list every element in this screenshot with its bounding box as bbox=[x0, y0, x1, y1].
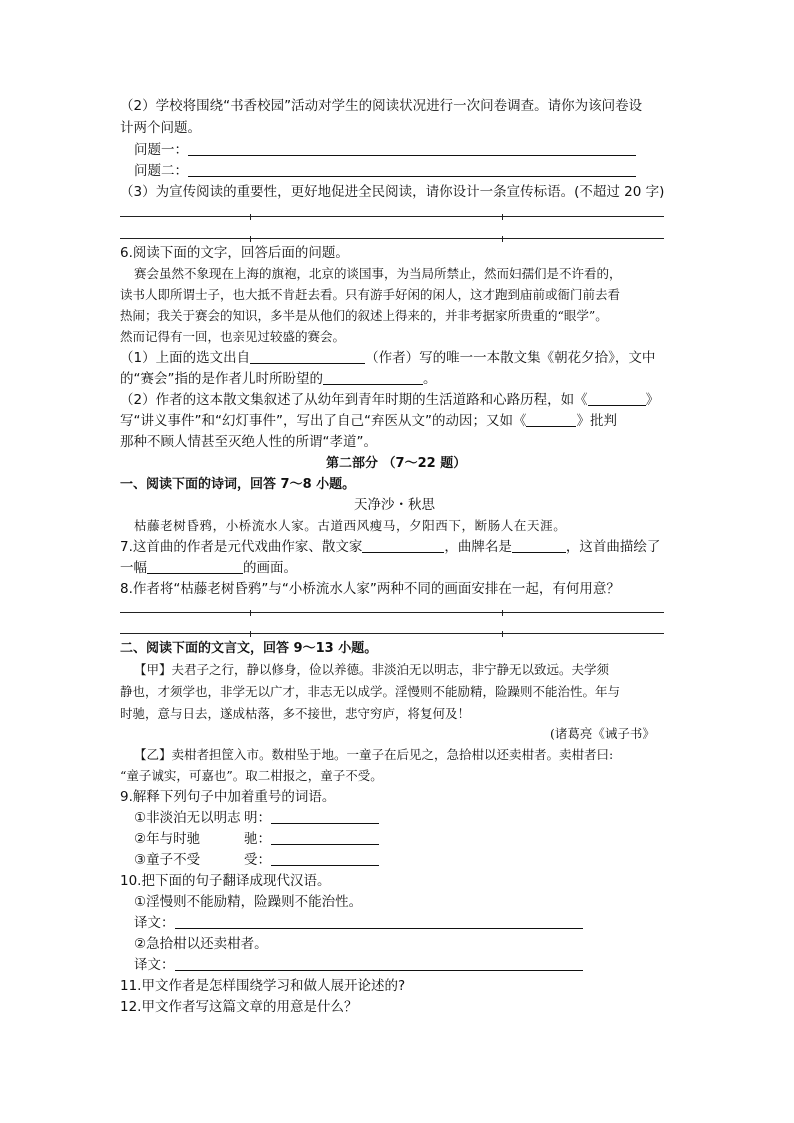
q10: 10.把下面的句子翻译成现代汉语。 bbox=[120, 873, 331, 889]
q5-sub3: （3）为宣传阅读的重要性，更好地促进全民阅读，请你设计一条宣传标语。(不超过 20 字) bbox=[120, 184, 665, 200]
q9-word-row: 明： bbox=[244, 809, 379, 827]
answer-line[interactable] bbox=[120, 612, 664, 613]
question2-row bbox=[134, 162, 636, 180]
q5-sub2-line2: 计两个问题。 bbox=[120, 120, 201, 136]
question1-label: 问题一： bbox=[134, 142, 188, 158]
q9-item: ①非淡泊无以明志 bbox=[134, 810, 241, 826]
q6-passage-line: 热闹；我关于赛会的知识，多半是从他们的叙述上得来的，并非考据家所贵重的“眼学”。 bbox=[120, 308, 608, 323]
essay-title-blank-2[interactable] bbox=[526, 412, 576, 427]
q6-passage-line: 然而记得有一回，也亲见过较盛的赛会。 bbox=[120, 329, 346, 344]
q11: 11.甲文作者是怎样围绕学习和做人展开论述的? bbox=[120, 978, 406, 994]
q8: 8.作者将“枯藤老树昏鸦”与“小桥流水人家”两种不同的画面安排在一起，有何用意？ bbox=[120, 581, 620, 597]
q6-sub1-line1: （1）上面的选文出自 （作者）写的唯一一本散文集《朝花夕拾》，文中 bbox=[120, 350, 656, 366]
jia-line: 静也，才须学也，非学无以广才，非志无以成学。淫慢则不能励精，险躁则不能治性。年与 bbox=[120, 684, 621, 699]
question1-blank[interactable] bbox=[188, 141, 636, 156]
q6-stem: 6.阅读下面的文字，回答后面的问题。 bbox=[120, 245, 349, 261]
translation-blank-2[interactable] bbox=[175, 956, 583, 971]
answer-line[interactable] bbox=[120, 238, 664, 239]
q9-word-row: 受： bbox=[244, 851, 379, 869]
q6-sub2-line2: 写“讲义事件”和“幻灯事件”，写出了自己“弃医从文”的动因；又如《 》批判 bbox=[120, 413, 617, 429]
q6-sub2-line3: 那种不顾人情甚至灭绝人性的所谓“孝道”。 bbox=[120, 434, 377, 450]
question2-blank[interactable] bbox=[188, 162, 636, 177]
jia-line: 时驰，意与日去，遂成枯落，多不接世，悲守穷庐，将复何及！ bbox=[120, 706, 471, 721]
q5-sub2-line1: （2）学校将围绕“书香校园”活动对学生的阅读状况进行一次问卷调查。请你为该问卷设 bbox=[120, 98, 643, 114]
q9-blank[interactable] bbox=[271, 851, 379, 866]
yi-line1: 【乙】卖柑者担筐入市。数柑坠于地。一童子在后见之，急拾柑以还卖柑者。卖柑者曰: bbox=[134, 747, 614, 762]
translation-row-1: 译文： bbox=[134, 914, 583, 932]
q6-passage-line: 赛会虽然不象现在上海的旗袍，北京的谈国事，为当局所禁止，然而妇孺们是不许看的， bbox=[134, 266, 622, 281]
part2-title: 第二部分 （7～22 题） bbox=[326, 456, 467, 471]
jia-source: (诸葛亮《诫子书》 bbox=[550, 726, 655, 741]
q10-sentence-1: ①淫慢则不能励精，险躁则不能治性。 bbox=[134, 894, 363, 910]
question2-label: 问题二： bbox=[134, 163, 188, 179]
q10-sentence-2: ②急拾柑以还卖柑者。 bbox=[134, 936, 268, 952]
q9-item: ②年与时驰 bbox=[134, 831, 201, 847]
essay-title-blank-1[interactable] bbox=[588, 391, 646, 406]
author-name-blank[interactable] bbox=[362, 538, 444, 553]
q7-line1: 7.这首曲的作者是元代戏曲作家、散文家 ，曲牌名是 ，这首曲描绘了 bbox=[120, 539, 661, 555]
q6-passage-line: 读书人即所谓士子，也大抵不肯赶去看。只有游手好闲的闲人，这才跑到庙前或衙门前去看 bbox=[120, 287, 621, 302]
q9-blank[interactable] bbox=[271, 809, 379, 824]
poem-title: 天净沙・秋思 bbox=[354, 497, 435, 513]
jia-line: 【甲】夫君子之行，静以修身，俭以养德。非淡泊无以明志，非宁静无以致远。夫学须 bbox=[134, 662, 610, 677]
q9-item: ③童子不受 bbox=[134, 852, 201, 868]
q9-blank[interactable] bbox=[271, 830, 379, 845]
sec2-heading: 二、阅读下面的文言文，回答 9～13 小题。 bbox=[120, 641, 378, 656]
festival-blank[interactable] bbox=[323, 370, 423, 385]
answer-line[interactable] bbox=[120, 216, 664, 217]
q7-line2: 一幅 的画面。 bbox=[120, 560, 297, 576]
scene-blank[interactable] bbox=[147, 559, 243, 574]
poem-text: 枯藤老树昏鸦，小桥流水人家。古道西风瘦马，夕阳西下，断肠人在天涯。 bbox=[134, 518, 567, 533]
answer-line[interactable] bbox=[120, 633, 664, 634]
q6-sub1-line2: 的“赛会”指的是作者儿时所盼望的 。 bbox=[120, 371, 437, 387]
sec1-heading: 一、阅读下面的诗词，回答 7～8 小题。 bbox=[120, 477, 356, 492]
translation-row-2: 译文： bbox=[134, 956, 583, 974]
tune-name-blank[interactable] bbox=[512, 538, 566, 553]
q9: 9.解释下列句子中加着重号的词语。 bbox=[120, 789, 336, 805]
question1-row bbox=[134, 141, 636, 159]
q9-word-row: 驰： bbox=[244, 830, 379, 848]
yi-line2: “童子诚实，可嘉也”。取二柑报之，童子不受。 bbox=[120, 768, 383, 783]
author-blank[interactable] bbox=[250, 349, 365, 364]
q6-sub2-line1: （2）作者的这本散文集叙述了从幼年到青年时期的生活道路和心路历程，如《 》 bbox=[120, 392, 660, 408]
q12: 12.甲文作者写这篇文章的用意是什么？ bbox=[120, 999, 358, 1015]
translation-blank-1[interactable] bbox=[175, 914, 583, 929]
